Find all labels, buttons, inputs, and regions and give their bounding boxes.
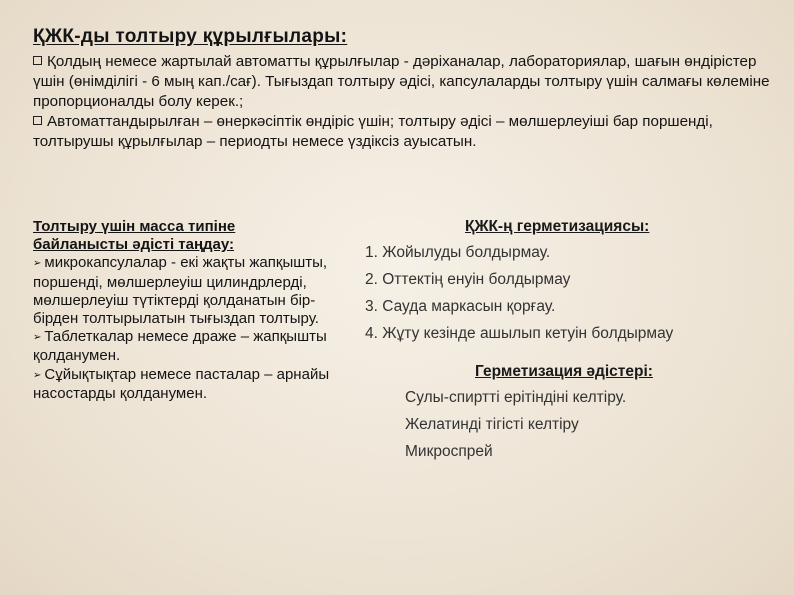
list-item: Желатинді тігісті келтіру — [405, 416, 579, 433]
methods-heading: Герметизация әдістері: — [475, 363, 653, 380]
bullet-item: Автоматтандырылған – өнеркәсіптік өндіріс үшін; толтыру әдісі – мөлшерлеуіші бар поршенді, толтырушы құрылғылар – периодты немесе үздіксіз ауысатын. — [33, 113, 713, 150]
sealing-heading: ҚЖК-ң герметизациясы: — [465, 218, 650, 235]
list-item: Сулы-спиртті ерітіндіні келтіру. — [405, 389, 627, 406]
list-item: 4. Жұту кезінде ашылып кетуін болдырмау — [365, 325, 674, 342]
checkbox-bullet-icon — [33, 56, 42, 65]
bullet-item: Қолдың немесе жартылай автоматты құрылғылар - дәріханалар, лабораториялар, шағын өндірістер үшін (өнімділігі - 6 мың кап./сағ). Тығыздап толтыру әдісі, капсулаларды толтыру үшін салмағы көлеміне пропорционалды болу керек.; — [33, 53, 770, 110]
slide-title: ҚЖК-ды толтыру құрылғылары: — [33, 26, 348, 47]
list-item: ➢ Таблеткалар немесе драже – жапқышты қолданумен. — [33, 328, 327, 365]
arrow-bullet-icon: ➢ — [33, 369, 42, 381]
sealing-list — [365, 239, 775, 347]
checkbox-bullet-icon — [33, 116, 42, 125]
list-item: 1. Жойылуды болдырмау. — [365, 244, 551, 261]
list-item: Микроспрей — [405, 443, 493, 460]
sealing-column — [365, 218, 775, 465]
arrow-bullet-icon: ➢ — [33, 258, 42, 270]
list-item: ➢ микрокапсулалар - екі жақты жапқышты, поршенді, мөлшерлеуіш цилиндрлерді, мөлшерлеуіш түтіктерді қолданатын бір-бірден толтырылатын тығыздап толтыру. — [33, 254, 328, 328]
list-item: ➢ Сұйықтықтар немесе пасталар – арнайы насостарды қолданумен. — [33, 365, 330, 402]
list-item: 3. Сауда маркасын қорғау. — [365, 298, 556, 315]
filling-method-column — [33, 218, 333, 403]
filling-method-heading: Толтыру үшін масса типіне байланысты әдісті таңдау: — [33, 218, 236, 254]
list-item: 2. Оттектің енуін болдырмау — [365, 271, 571, 288]
intro-bullets — [33, 52, 773, 152]
methods-list — [405, 384, 775, 465]
arrow-bullet-icon: ➢ — [33, 332, 42, 344]
